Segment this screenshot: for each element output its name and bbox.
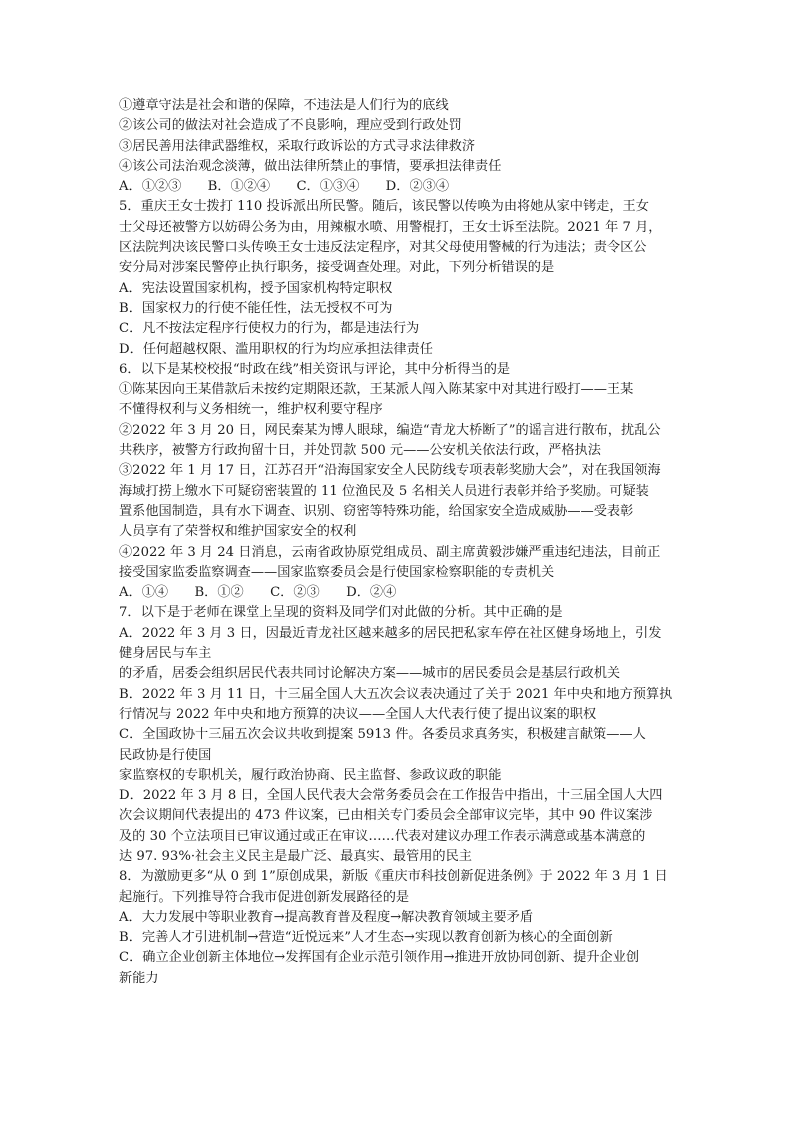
q4-statement-1: ①遵章守法是社会和谐的保障，不违法是人们行为的底线 [119, 98, 449, 113]
q8-option-c-line-1: C．确立企业创新主体地位→发挥国有企业示范引领作用→推进开放协同创新、提升企业创 [119, 950, 640, 966]
q7-option-c-line-1: C．全国政协十三届五次会议共收到提案 5913 件。各委员求真务实，积极建言献策——人 [119, 727, 646, 743]
q8-stem-line-2: 起施行。下列推导符合我市促进创新发展路径的是 [119, 889, 410, 905]
q7-option-d-line-3: 及的 30 个立法项目已审议通过或正在审议……代表对建议办理工作表示满意或基本满意的 [119, 828, 646, 844]
q4-options: A．①②③ B．①②④ C．①③④ D．②③④ [119, 179, 450, 195]
q6-statement-3-line-2: 海域打捞上缴水下可疑窃密装置的 11 位渔民及 5 名相关人员进行表彰并给予奖励。可疑装 [119, 483, 649, 499]
q7-option-c-line-3: 家监察权的专职机关，履行政治协商、民主监督、参政议政的职能 [119, 767, 502, 783]
q7-option-d-line-4: 达 97. 93%·社会主义民主是最广泛、最真实、最管用的民主 [119, 848, 472, 864]
q8-option-a: A．大力发展中等职业教育→提高教育普及程度→解决教育领域主要矛盾 [119, 909, 534, 925]
q7-option-b-line-2: 行情况与 2022 年中央和地方预算的决议——全国人大代表行使了提出议案的职权 [119, 706, 597, 722]
q6-statement-4-line-2: 接受国家监委监察调查——国家监察委员会是行使国家检察职能的专责机关 [119, 564, 555, 580]
q7-stem: 7．以下是于老师在课堂上呈现的资料及同学们对此做的分析。其中正确的是 [119, 605, 563, 621]
q5-stem-line-2: 士父母还被警方以妨碍公务为由，用辣椒水喷、用警棍打，王女士诉至法院。2021 年 7 月， [119, 219, 662, 235]
q8-option-c-line-2: 新能力 [119, 970, 159, 986]
q7-option-b-line-1: B．2022 年 3 月 11 日，十三届全国人大五次会议表决通过了关于 2021 年中央和地方预算执 [119, 686, 673, 702]
q7-option-a-line-3: 的矛盾，居委会组织居民代表共同讨论解决方案——城市的居民委员会是基层行政机关 [119, 666, 621, 682]
q4-statement-2: ②该公司的做法对社会造成了不良影响，理应受到行政处罚 [119, 118, 462, 134]
q8-stem-line-1: 8．为激励更多“从 0 到 1”原创成果，新版《重庆市科技创新促进条例》于 2022 年 3 月 1 日 [119, 869, 668, 885]
q5-option-c: C．凡不按法定程序行使权力的行为，都是违法行为 [119, 321, 420, 337]
q5-option-b: B．国家权力的行使不能任性，法无授权不可为 [119, 300, 393, 316]
q6-statement-3-line-4: 人员享有了荣誉权和维护国家安全的权利 [119, 524, 357, 540]
q6-statement-1-line-2: 不懂得权利与义务相统一，维护权利要守程序 [119, 402, 383, 418]
q6-statement-2-line-2: 共秩序，被警方行政拘留十日，并处罚款 500 元——公安机关依法行政，严格执法 [119, 443, 601, 459]
q6-options: A．①④ B．①② C．②③ D．②④ [119, 585, 397, 601]
q5-option-d: D．任何超越权限、滥用职权的行为均应承担法律责任 [119, 341, 433, 357]
q7-option-a-line-2: 健身居民与车主 [119, 646, 212, 662]
q7-option-d-line-1: D．2022 年 3 月 8 日，全国人民代表大会常务委员会在工作报告中指出，十三届全国人大四 [119, 788, 663, 804]
q6-statement-2-line-1: ②2022 年 3 月 20 日，网民秦某为博人眼球，编造“青龙大桥断了”的谣言进行散布，扰乱公 [119, 422, 661, 438]
q6-statement-3-line-3: 置系他国制造，具有水下调查、识别、窃密等特殊功能，给国家安全造成威胁——受表彰 [119, 503, 634, 519]
q6-statement-1-line-1: ①陈某因向王某借款后未按约定期限还款，王某派人闯入陈某家中对其进行殴打——王某 [119, 382, 634, 398]
q6-statement-3-line-1: ③2022 年 1 月 17 日，江苏召开“沿海国家安全人民防线专项表彰奖励大会”，对在我国领海 [119, 463, 661, 479]
q7-option-d-line-2: 次会议期间代表提出的 473 件议案，已由相关专门委员会全部审议完毕，其中 90 件议案涉 [119, 808, 653, 824]
q4-statement-3: ③居民善用法律武器维权，采取行政诉讼的方式寻求法律救济 [119, 138, 476, 154]
q5-stem-line-1: 5．重庆王女士拨打 110 投诉派出所民警。随后，该民警以传唤为由将她从家中铐走，王女 [119, 199, 649, 215]
q5-stem-line-4: 安分局对涉案民警停止执行职务，接受调查处理。对此，下列分析错误的是 [119, 260, 555, 276]
q6-stem: 6．以下是某校校报“时政在线”相关资讯与评论，其中分析得当的是 [119, 361, 511, 377]
q5-stem-line-3: 区法院判决该民警口头传唤王女士违反法定程序，对其父母使用警械的行为违法；责令区公 [119, 240, 647, 256]
q7-option-c-line-2: 民政协是行使国 [119, 747, 212, 763]
exam-content [119, 96, 679, 989]
q6-statement-4-line-1: ④2022 年 3 月 24 日消息，云南省政协原党组成员、副主席黄毅涉嫌严重违纪违法，目前正 [119, 544, 661, 560]
q4-statement-4: ④该公司法治观念淡薄，做出法律所禁止的事情，要承担法律责任 [119, 158, 502, 174]
q8-option-b: B．完善人才引进机制→营造“近悦远来”人才生态→实现以教育创新为核心的全面创新 [119, 930, 613, 946]
q5-option-a: A．宪法设置国家机构，授予国家机构特定职权 [119, 280, 393, 296]
q7-option-a-line-1: A．2022 年 3 月 3 日，因最近青龙社区越来越多的居民把私家车停在社区健身场地上，引发 [119, 625, 662, 641]
